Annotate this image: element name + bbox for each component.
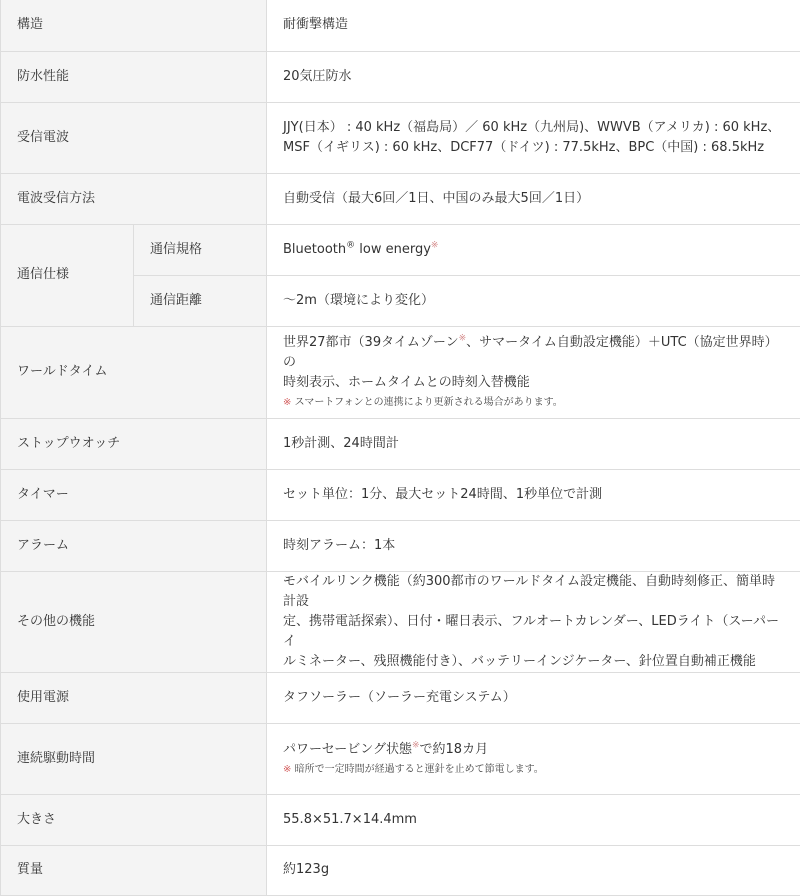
spec-label: アラーム (1, 520, 267, 571)
spec-value-line: 世界27都市（39タイムゾーン※、サマータイム自動設定機能）＋UTC（協定世界時）の (283, 333, 788, 373)
registered-mark: ® (346, 240, 355, 250)
row-size (1, 794, 800, 845)
row-runtime (1, 723, 800, 794)
spec-value-line: ルミネーター、残照機能付き）、バッテリーインジケーター、針位置自動補正機能 (283, 652, 788, 672)
spec-label: 防水性能 (1, 51, 267, 102)
spec-value: 耐衝撃構造 (267, 0, 800, 51)
row-water (1, 51, 800, 102)
footnote-mark: ※ (283, 397, 291, 408)
low-energy-text: low energy (355, 242, 431, 257)
footnote-mark: ※ (431, 240, 439, 250)
spec-value: タフソーラー（ソーラー充電システム） (267, 672, 800, 723)
spec-value: 1秒計測、24時間計 (267, 418, 800, 469)
spec-value (267, 326, 800, 418)
spec-label: 連続駆動時間 (1, 723, 267, 794)
spec-label: その他の機能 (1, 571, 267, 672)
spec-label: 受信電波 (1, 102, 267, 173)
row-reception (1, 173, 800, 224)
spec-value (267, 102, 800, 173)
footnote: ※ スマートフォンとの連携により更新される場合があります。 (283, 395, 788, 411)
spec-label: 構造 (1, 0, 267, 51)
footnote-mark: ※ (459, 334, 467, 344)
spec-label: 質量 (1, 845, 267, 895)
spec-value-line: JJY(日本） : 40 kHz（福島局）／ 60 kHz（九州局)、WWVB（アメリカ) : 60 kHz、 (283, 118, 788, 138)
row-weight (1, 845, 800, 895)
spec-value: 20気圧防水 (267, 51, 800, 102)
row-radio (1, 102, 800, 173)
row-structure (1, 0, 800, 51)
row-stopwatch (1, 418, 800, 469)
row-other (1, 571, 800, 672)
spec-value (267, 224, 800, 275)
row-world (1, 326, 800, 418)
spec-label: タイマー (1, 469, 267, 520)
footnote-mark: ※ (283, 764, 291, 775)
spec-value: ～2m（環境により変化） (267, 275, 800, 326)
spec-value (267, 571, 800, 672)
spec-value-line: 時刻表示、ホームタイムとの時刻入替機能 (283, 373, 788, 393)
row-comm-standard (1, 224, 800, 275)
spec-value: 自動受信（最大6回／1日、中国のみ最大5回／1日） (267, 173, 800, 224)
footnote: ※ 暗所で一定時間が経過すると運針を止めて節電します。 (283, 762, 788, 778)
spec-label: 使用電源 (1, 672, 267, 723)
spec-value (267, 723, 800, 794)
spec-label: 通信仕様 (1, 224, 134, 326)
spec-value: 55.8×51.7×14.4mm (267, 794, 800, 845)
footnote-mark: ※ (412, 740, 420, 750)
spec-label: ワールドタイム (1, 326, 267, 418)
spec-value: 時刻アラーム：1本 (267, 520, 800, 571)
spec-label: 大きさ (1, 794, 267, 845)
spec-value: 約123g (267, 845, 800, 895)
spec-label: 電波受信方法 (1, 173, 267, 224)
spec-sublabel: 通信規格 (134, 224, 267, 275)
row-alarm (1, 520, 800, 571)
spec-value-line: 定、携帯電話探索）、日付・曜日表示、フルオートカレンダー、LEDライト（スーパーイ (283, 612, 788, 652)
bluetooth-text: Bluetooth (283, 242, 346, 257)
row-power (1, 672, 800, 723)
spec-value-line: パワーセービング状態※で約18カ月 (283, 740, 788, 760)
spec-value: セット単位：1分、最大セット24時間、1秒単位で計測 (267, 469, 800, 520)
spec-sublabel: 通信距離 (134, 275, 267, 326)
spec-value-line: MSF（イギリス) : 60 kHz、DCF77（ドイツ) : 77.5kHz、BPC（中国) : 68.5kHz (283, 138, 788, 158)
spec-label: ストップウオッチ (1, 418, 267, 469)
row-timer (1, 469, 800, 520)
spec-value-line: モバイルリンク機能（約300都市のワールドタイム設定機能、自動時刻修正、簡単時計設 (283, 572, 788, 612)
